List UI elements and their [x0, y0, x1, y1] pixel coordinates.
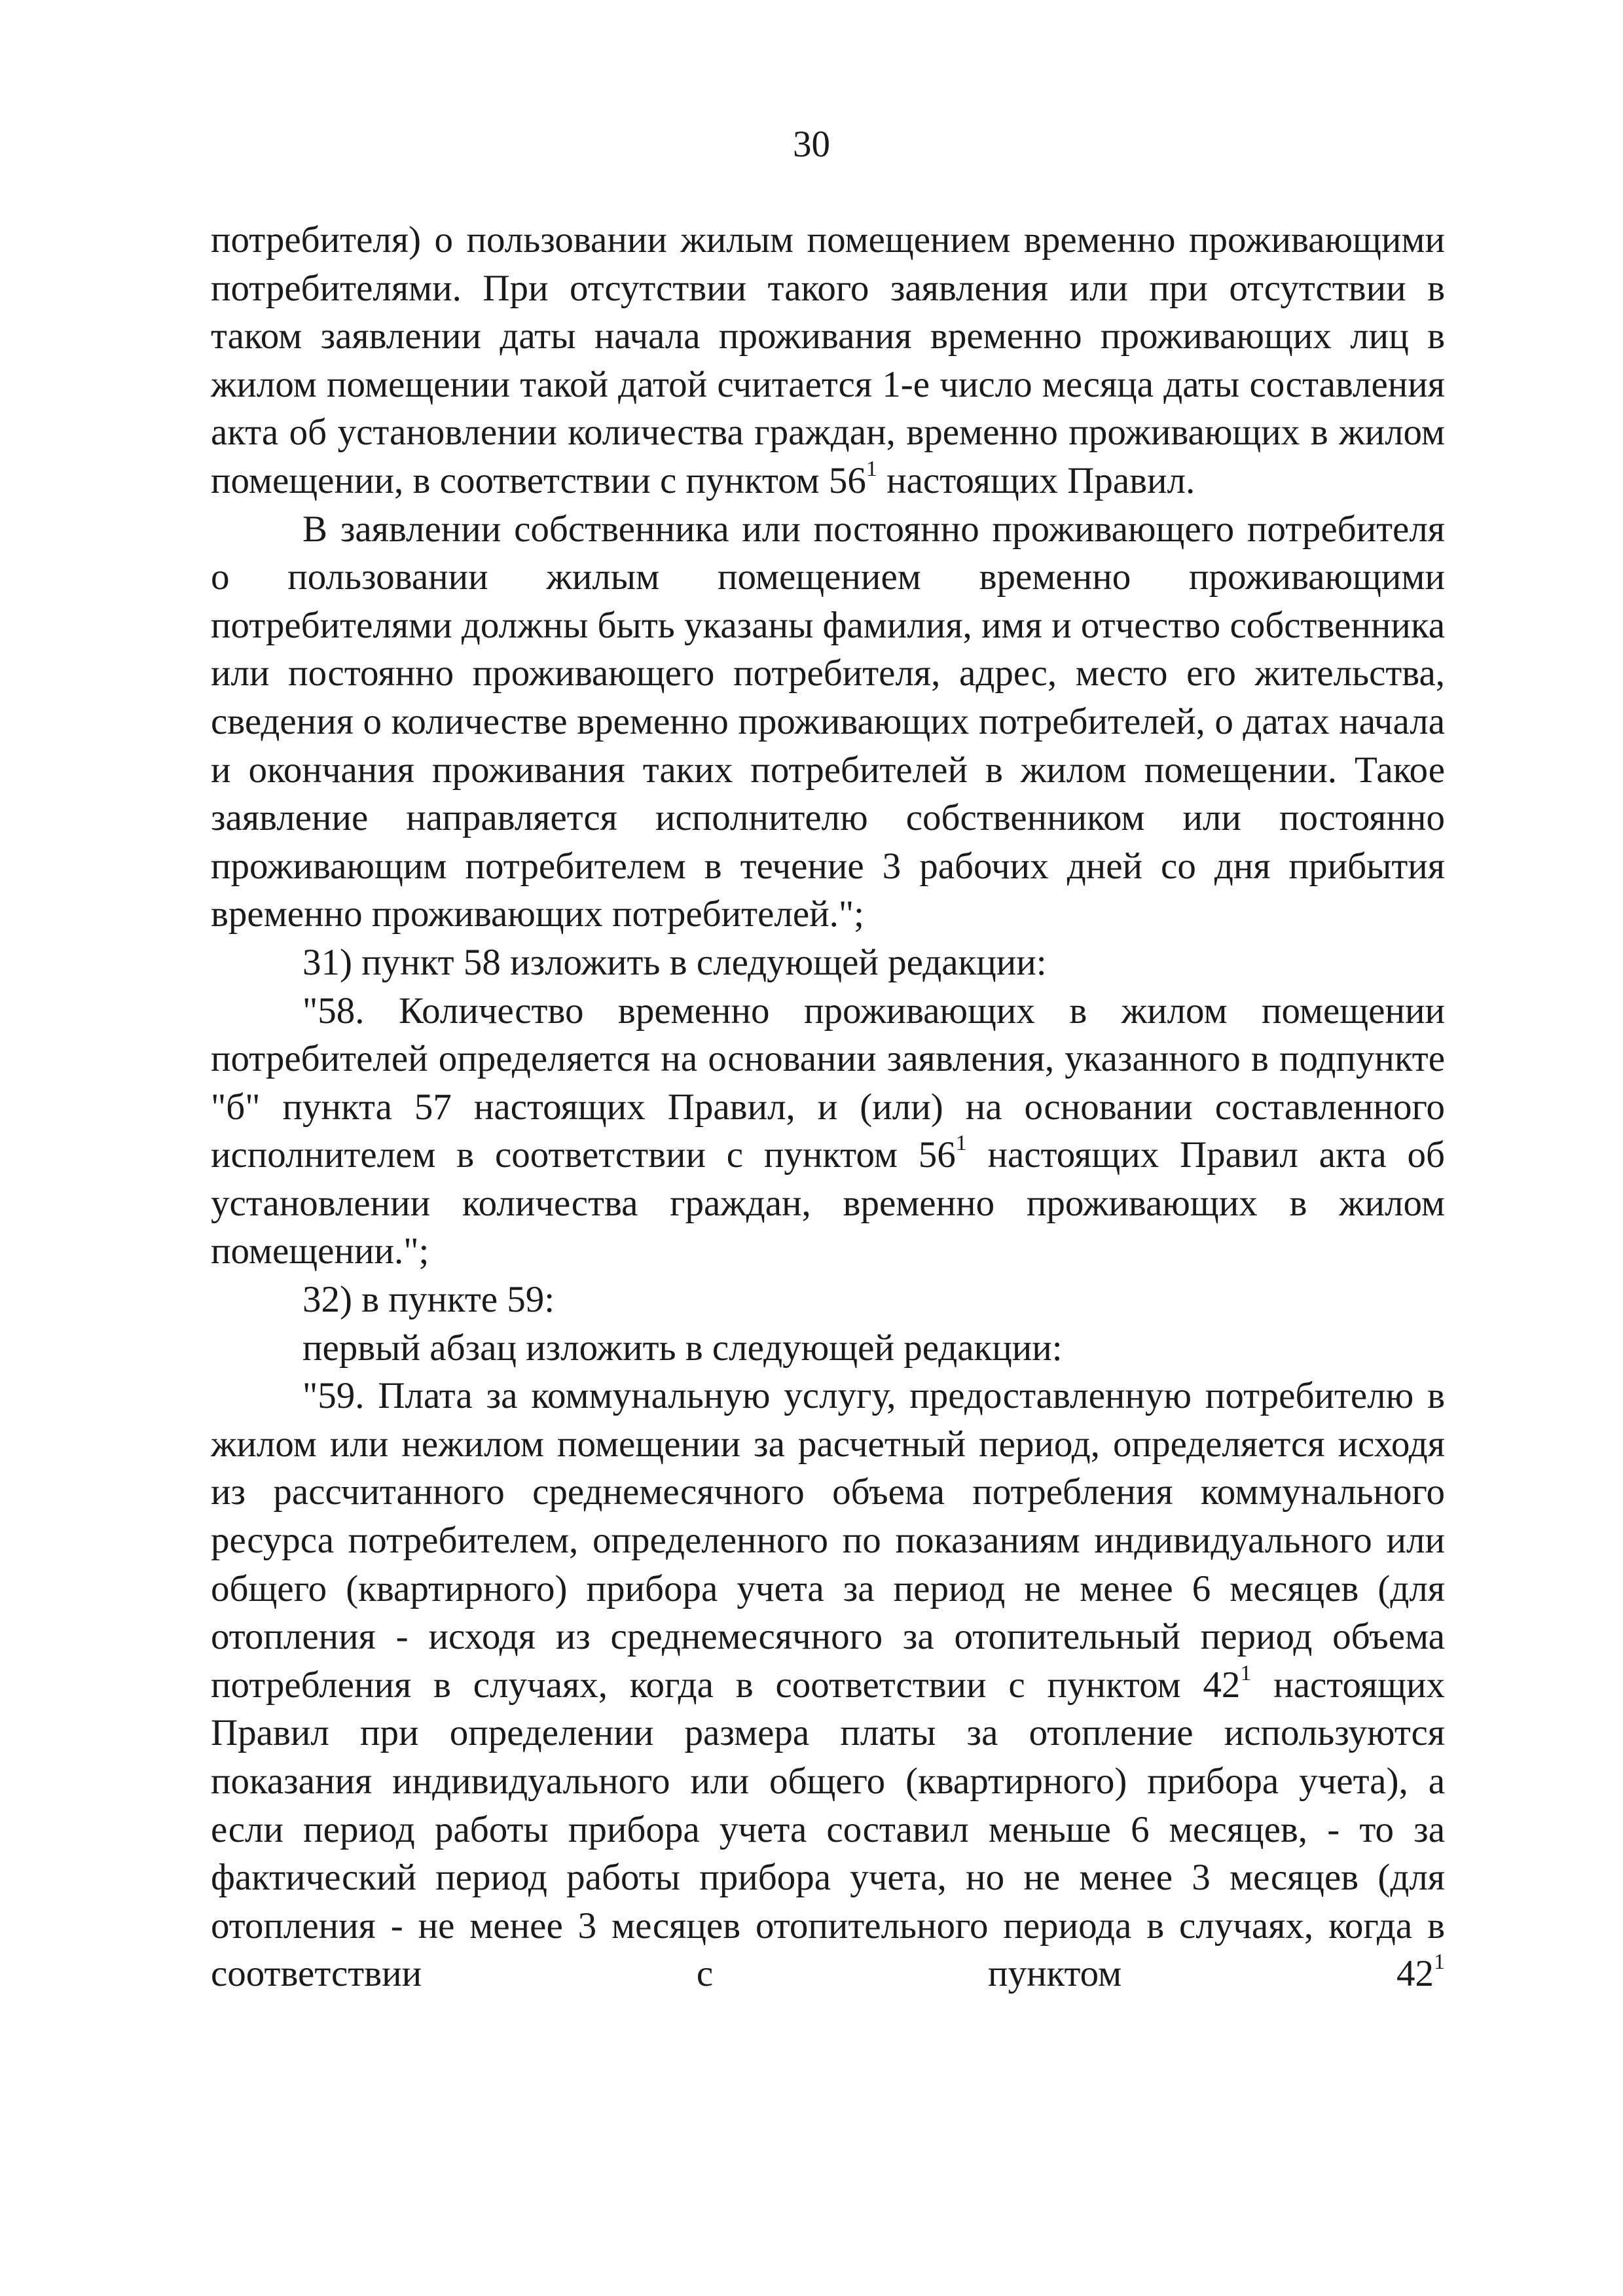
paragraph-text: настоящих Правил.	[877, 459, 1195, 501]
paragraph-item-31: 31) пункт 58 изложить в следующей редакции:	[302, 941, 1047, 983]
paragraph-clause-59	[211, 1372, 1445, 1998]
paragraph-text: "58. Количество временно проживающих в жилом помещении потребителей определяется на основании заявления, указанного в подпункте "б" пункта 57 настоящих Правил, и (или) на основании составленного исполнителем в соответствии с пунктом 56	[211, 990, 1445, 1176]
paragraph-text: настоящих Правил при определении размера платы за отопление используются показания индивидуального или общего (квартирного) прибора учета), а если период работы прибора учета составил меньше 6 месяцев, - то за фактический период работы прибора учета, но не менее 3 месяцев (для отопления - не менее 3 месяцев отопительного периода в случаях, когда в соответствии с пунктом 42	[211, 1664, 1445, 1995]
paragraph-text: "59. Плата за коммунальную услугу, предоставленную потребителю в жилом или нежилом помещении за расчетный период, определяется исходя из рассчитанного среднемесячного объема потребления коммунального ресурса потребителем, определенного по показаниям индивидуального или общего (квартирного) прибора учета за период не менее 6 месяцев (для отопления - исходя из среднемесячного за отопительный период объема потребления в случаях, когда в соответствии с пунктом 42	[211, 1375, 1445, 1706]
paragraph-item-32: 32) в пункте 59:	[302, 1279, 555, 1321]
document-body	[211, 216, 1445, 1998]
superscript: 1	[955, 1131, 967, 1156]
superscript: 1	[866, 456, 877, 481]
paragraph-clause-58	[211, 987, 1445, 1276]
page-number: 30	[793, 124, 830, 165]
paragraph-statement-content: В заявлении собственника или постоянно проживающего потребителя о пользовании жилым помещением временно проживающими потребителями должны быть указаны фамилия, имя и отчество собственника или постоянно проживающего потребителя, адрес, место его жительства, сведения о количестве временно проживающих потребителей, о датах начала и окончания проживания таких потребителей в жилом помещении. Такое заявление направляется исполнителю собственником или постоянно проживающим потребителем в течение 3 рабочих дней со дня прибытия временно проживающих потребителей.";	[211, 508, 1445, 935]
paragraph-first-abzac: первый абзац изложить в следующей редакции:	[302, 1327, 1063, 1369]
superscript: 1	[1434, 1950, 1445, 1975]
paragraph-text: потребителя) о пользовании жилым помещением временно проживающими потребителями. При отсутствии такого заявления или при отсутствии в таком заявлении даты начала проживания временно проживающих лиц в жилом помещении такой датой считается 1-е число месяца даты составления акта об установлении количества граждан, временно проживающих в жилом помещении, в соответствии с пунктом 56	[211, 219, 1445, 501]
paragraph-text: настоящих Правил акта об установлении количества граждан, временно проживающих в жилом помещении.";	[211, 1134, 1445, 1272]
paragraph-continuation	[211, 216, 1445, 505]
superscript: 1	[1240, 1660, 1252, 1685]
